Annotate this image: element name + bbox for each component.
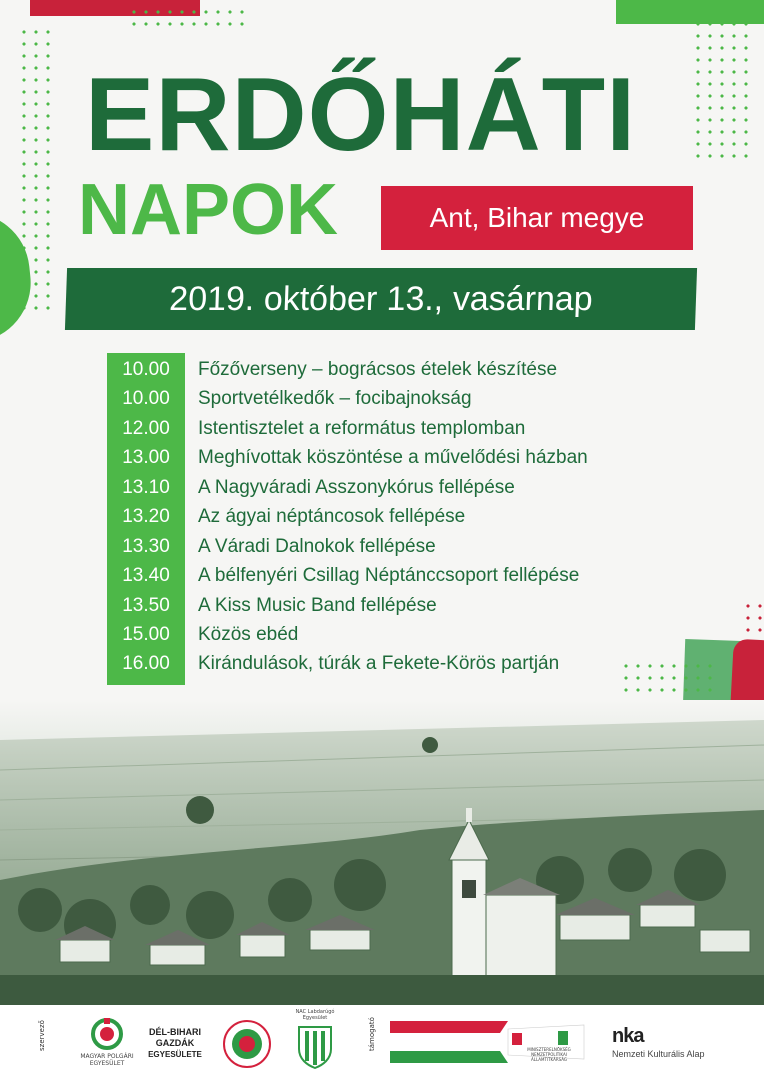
round-seal-icon (222, 1019, 272, 1069)
nac-logo-text: NAC Labdarúgó Egyesület (295, 1009, 335, 1021)
decor-dots-top (128, 6, 248, 28)
schedule-row (107, 414, 525, 443)
supporter-label: támogató (368, 1017, 376, 1051)
event-title-line2: NAPOK (78, 170, 339, 250)
schedule-event: Istentisztelet a református templomban (198, 417, 526, 439)
schedule-time: 13.50 (122, 594, 170, 616)
schedule-time: 10.00 (122, 358, 170, 380)
decor-dots-red-right (742, 600, 764, 640)
schedule-time: 10.00 (122, 387, 170, 409)
schedule-event: Az ágyai néptáncosok fellépése (198, 505, 466, 527)
schedule-row (107, 532, 436, 561)
schedule-time: 13.30 (122, 535, 170, 557)
schedule-event: Közös ebéd (198, 623, 299, 645)
nka-mark: nka (612, 1025, 644, 1047)
schedule-time: 16.00 (122, 652, 170, 674)
decor-dots-left (18, 26, 58, 316)
mpe-logo-text: MAGYAR POLGÁRI EGYESÜLET (80, 1053, 134, 1067)
nac-logo (290, 1009, 340, 1075)
schedule-event: A Váradi Dalnokok fellépése (198, 535, 436, 557)
date-text: 2019. október 13., vasárnap (168, 279, 594, 318)
schedule-time: 13.10 (122, 476, 170, 498)
schedule-event: A Kiss Music Band fellépése (198, 594, 437, 616)
sponsor-footer (0, 1005, 764, 1080)
mpe-emblem-icon (82, 1017, 132, 1051)
schedule-event: A bélfenyéri Csillag Néptánccsoport fellépése (198, 564, 580, 586)
schedule-row (107, 384, 472, 413)
organizer-label: szervező (38, 1020, 46, 1051)
schedule-row (107, 355, 557, 384)
gazdak-logo (142, 1027, 208, 1067)
government-logo (388, 1019, 588, 1069)
event-title-line1: ERDŐHÁTI (85, 57, 637, 173)
gazdak-line1: DÉL-BIHARI (149, 1027, 201, 1037)
nka-name: Nemzeti Kulturális Alap (612, 1049, 705, 1059)
schedule-row (107, 620, 298, 649)
schedule-time: 12.00 (122, 417, 170, 439)
schedule-row (107, 443, 588, 472)
schedule-row (107, 473, 515, 502)
location-text: Ant, Bihar megye (429, 202, 645, 233)
schedule-row (107, 591, 437, 620)
schedule-row (107, 502, 465, 531)
seal-logo (222, 1019, 272, 1073)
schedule-time: 13.40 (122, 564, 170, 586)
date-banner (65, 268, 697, 330)
mpe-logo (82, 1017, 132, 1073)
location-badge (381, 186, 693, 250)
village-landscape-photo (0, 700, 764, 1005)
schedule-event: A Nagyváradi Asszonykórus fellépése (198, 476, 515, 498)
schedule-event: Kirándulások, túrák a Fekete-Körös partján (198, 652, 560, 674)
schedule-row (107, 561, 579, 590)
schedule-time: 13.00 (122, 446, 170, 468)
gazdak-line2: GAZDÁK (155, 1038, 195, 1048)
schedule-row (107, 649, 559, 678)
nka-logo (612, 1025, 732, 1065)
schedule-event: Főzőverseny – bográcsos ételek készítése (198, 358, 558, 380)
gazdak-line3: EGYESÜLETE (148, 1050, 202, 1059)
schedule-event: Meghívottak köszöntése a művelődési házban (198, 446, 588, 468)
schedule-event: Sportvetélkedők – focibajnokság (198, 387, 472, 409)
schedule-time: 13.20 (122, 505, 170, 527)
government-logo-text: MINISZTERELNÖKSÉG NEMZETPOLITIKAI ÁLLAMTITKÁRSÁG (527, 1047, 571, 1062)
nac-shield-icon (295, 1025, 335, 1069)
schedule-time: 15.00 (122, 623, 170, 645)
